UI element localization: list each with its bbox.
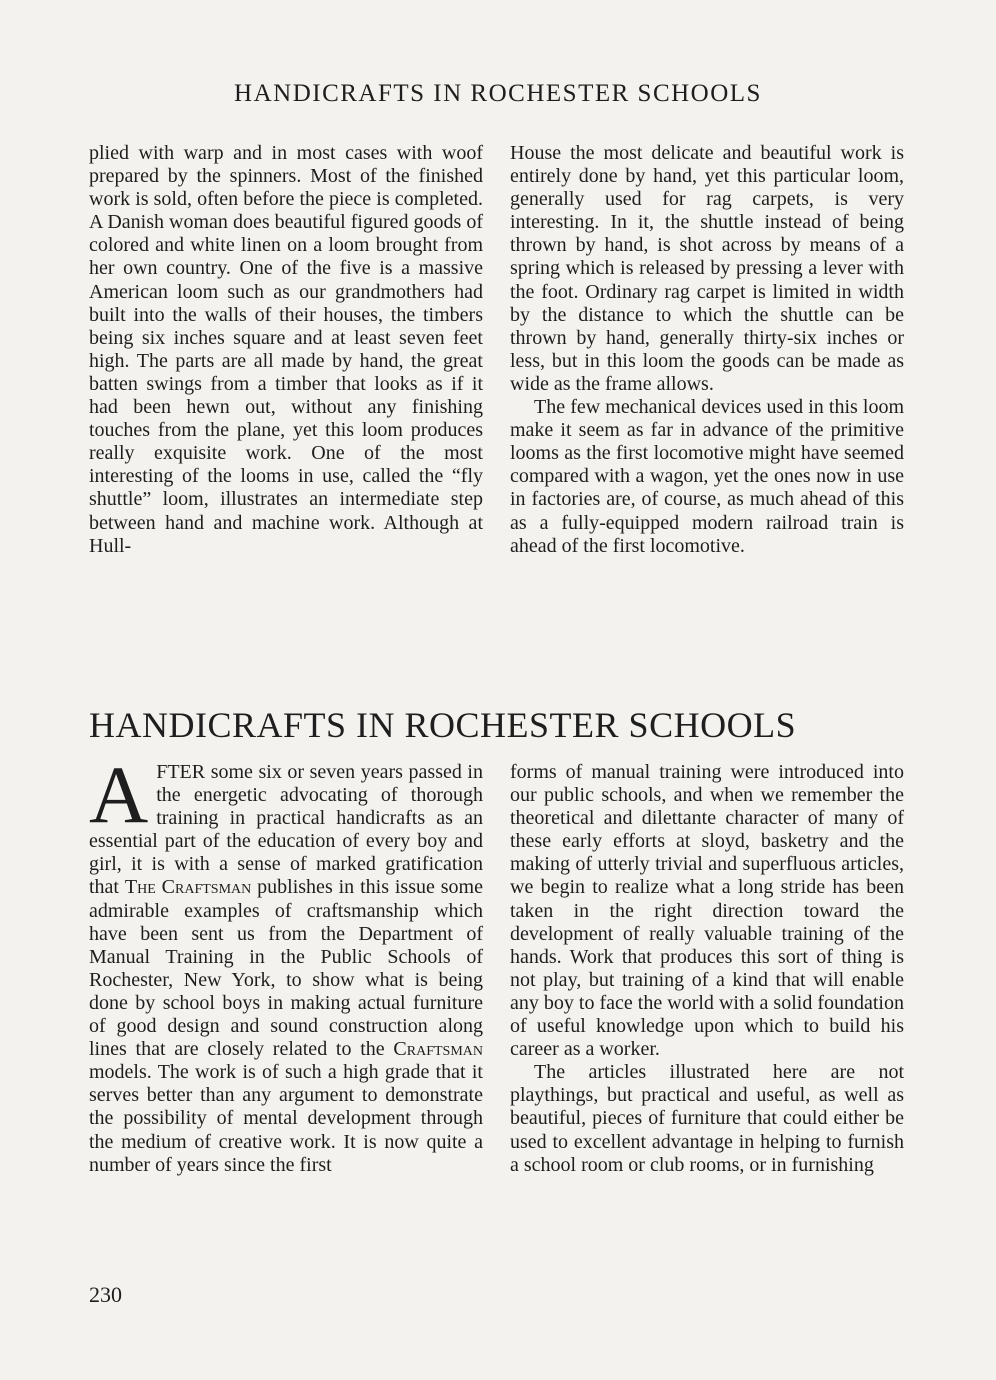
magazine-name: The Craftsman [124, 876, 252, 899]
text-run: models. The work is of such a high grade that it serves better than any argument to demonstrate the possibility of mental development through the medium of creative work. It is now quite a number of years since the first [89, 1061, 483, 1176]
text-run: FTER some six or seven years passed in the energetic advocating of thorough training in practical handicrafts as an essential part of the education of every boy and girl, it is with a sense of marked gratification that [89, 761, 483, 899]
top-right-column [510, 142, 904, 558]
paragraph: The articles illustrated here are not playthings, but practical and useful, as well as beautiful, pieces of furniture that could either be used to excellent advantage in helping to furnish a school room or club rooms, or in furnishing [510, 1061, 904, 1176]
running-head: HANDICRAFTS IN ROCHESTER SCHOOLS [234, 80, 762, 107]
article-title: HANDICRAFTS IN ROCHESTER SCHOOLS [89, 705, 797, 745]
paragraph [89, 749, 483, 1177]
page-number: 230 [89, 1282, 122, 1307]
text-run: publishes in this issue some admirable examples of craftsmanship which have been sent us from the Department of Manual Training in the Public Schools of Rochester, New York, to show what is being done by school boys in making actual furniture of good design and sound construction along lines that are closely related to the [89, 876, 483, 1061]
article-right-column [510, 761, 904, 1177]
article-left-column [89, 749, 483, 1177]
drop-cap: A [89, 749, 149, 840]
paragraph: House the most delicate and beautiful work is entirely done by hand, yet this particular loom, generally used for rag carpets, is very interesting. In it, the shuttle instead of being thrown by hand, is shot across by means of a spring which is released by pressing a lever with the foot. Ordinary rag carpet is limited in width by the distance to which the shuttle can be thrown by hand, generally thirty-six inches or less, but in this loom the goods can be made as wide as the frame allows. [510, 142, 904, 395]
paragraph: forms of manual training were introduced into our public schools, and when we remember the theoretical and dilettante character of many of these early efforts at sloyd, basketry and the making of utterly trivial and superfluous articles, we begin to realize what a long stride has been taken in the right direction toward the development of really valuable training of the hands. Work that produces this sort of thing is not play, but training of a kind that will enable any boy to face the world with a solid foundation of useful knowledge upon which to build his career as a worker. [510, 761, 904, 1061]
paragraph: The few mechanical devices used in this loom make it seem as far in advance of the primitive looms as the first locomotive might have seemed compared with a wagon, yet the ones now in use in factories are, of course, as much ahead of this as a fully-equipped modern railroad train is ahead of the first locomotive. [510, 396, 904, 557]
paragraph: plied with warp and in most cases with woof prepared by the spinners. Most of the finished work is sold, often before the piece is completed. A Danish woman does beautiful figured goods of colored and white linen on a loom brought from her own country. One of the five is a massive American loom such as our grandmothers had built into the walls of their houses, the timbers being six inches square and at least seven feet high. The parts are all made by hand, the great batten swings from a timber that looks as if it had been hewn out, without any finishing touches from the plane, yet this loom produces really exquisite work. One of the most interesting of the looms in use, called the “fly shuttle” loom, illustrates an intermediate step between hand and machine work. Although at Hull- [89, 142, 483, 557]
magazine-name: Craftsman [393, 1038, 483, 1061]
top-left-column [89, 142, 483, 558]
